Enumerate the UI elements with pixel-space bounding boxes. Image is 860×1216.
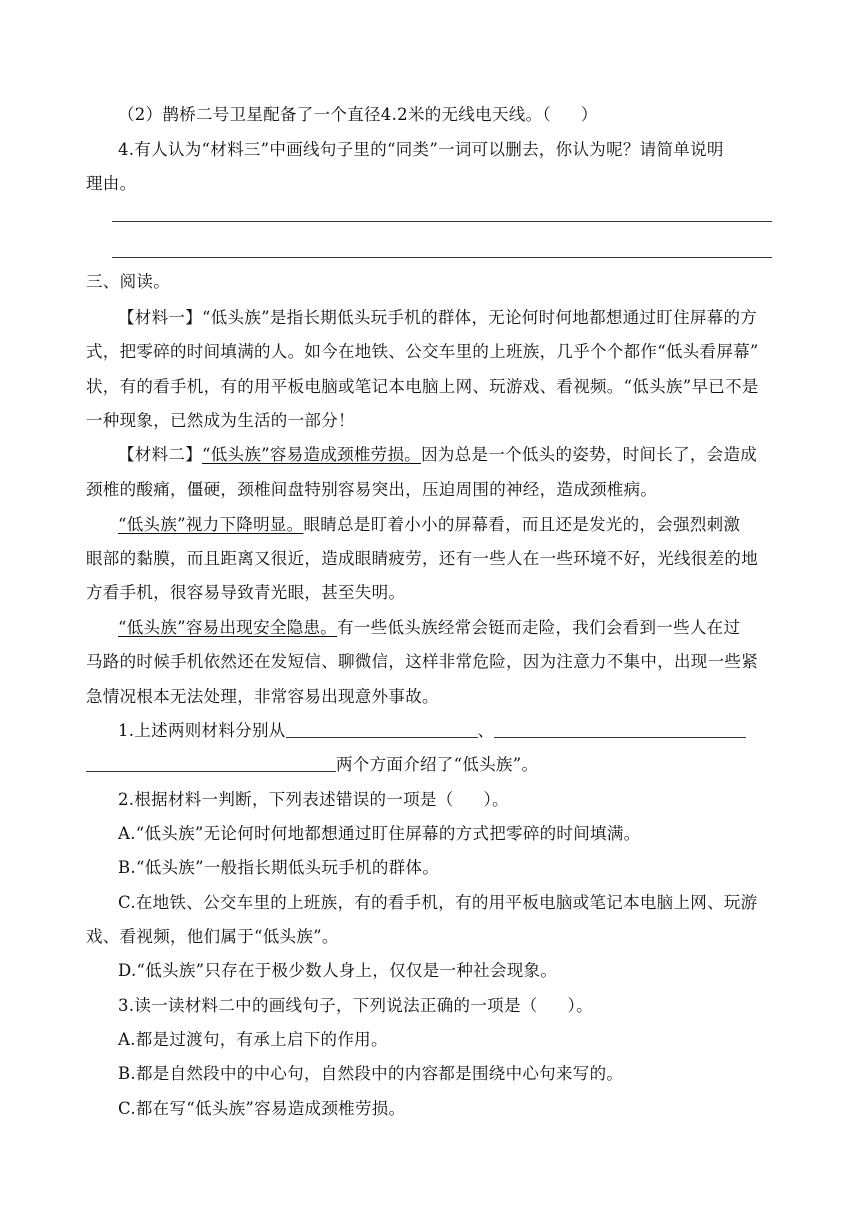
material2-p2-line2: 眼部的黏膜，而且距离又很近，造成眼睛疲劳，还有一些人在一些环境不好，光线很差的地 — [86, 549, 758, 568]
q2-option-a: A.“低头族”无论何时何地都想通过盯住屏幕的方式把零碎的时间填满。 — [118, 824, 641, 843]
answer-line-2[interactable] — [112, 257, 772, 258]
q1-line1: 1.上述两则材料分别从 、 — [118, 720, 776, 742]
material2-p1-line1: 【材料二】“低头族”容易造成颈椎劳损。因为总是一个低头的姿势，时间长了，会造成 — [118, 445, 758, 464]
q4-line1: 4.有人认为“材料三”中画线句子里的“同类”一词可以删去，你认为呢？请简单说明 — [118, 140, 724, 159]
q2-option-c-line2: 戏、看视频，他们属于“低头族”。 — [86, 927, 339, 946]
material1-line3: 状，有的看手机，有的用平板电脑或笔记本电脑上网、玩游戏、看视频。“低头族”早已不是 — [86, 377, 759, 396]
q3-option-c: C.都在写“低头族”容易造成颈椎劳损。 — [118, 1099, 406, 1118]
underlined-sentence-2: “低头族”视力下降明显。 — [118, 515, 304, 534]
q2-stem: 2.根据材料一判断，下列表述错误的一项是（ ）。 — [118, 790, 509, 809]
material2-label: 【材料二】 — [118, 445, 202, 464]
section3-title: 三、阅读。 — [86, 272, 170, 291]
q1-blank-2[interactable] — [494, 721, 746, 738]
q1-blank-2-cont[interactable] — [86, 755, 336, 772]
q1-line2: 两个方面介绍了“低头族”。 — [86, 754, 776, 776]
material2-p2-line3: 方看手机，很容易导致青光眼，甚至失明。 — [86, 583, 406, 602]
answer-line-1[interactable] — [112, 221, 772, 222]
material2-p3-line3: 急情况根本无法处理，非常容易出现意外事故。 — [86, 687, 439, 706]
q2-item2: （2）鹊桥二号卫星配备了一个直径4.2米的无线电天线。（ ） — [118, 105, 598, 124]
underlined-sentence-3: “低头族”容易出现安全隐患。 — [118, 618, 338, 637]
q3-stem: 3.读一读材料二中的画线句子，下列说法正确的一项是（ ）。 — [118, 996, 593, 1015]
q1-blank-1[interactable] — [286, 721, 478, 738]
material1-line4: 一种现象，已然成为生活的一部分！ — [86, 411, 355, 430]
q3-option-a: A.都是过渡句，有承上启下的作用。 — [118, 1030, 388, 1049]
q2-option-c-line1: C.在地铁、公交车里的上班族，有的看手机，有的用平板电脑或笔记本电脑上网、玩游 — [118, 893, 758, 912]
material2-p3-line2: 马路的时候手机依然还在发短信、聊微信，这样非常危险，因为注意力不集中，出现一些紧 — [86, 652, 758, 671]
material1-line1: 【材料一】“低头族”是指长期低头玩手机的群体，无论何时何地都想通过盯住屏幕的方 — [118, 308, 758, 327]
material2-p3-line1: “低头族”容易出现安全隐患。有一些低头族经常会铤而走险，我们会看到一些人在过 — [118, 618, 741, 637]
material2-p1-line2: 颈椎的酸痛，僵硬，颈椎间盘特别容易突出，压迫周围的神经，造成颈椎病。 — [86, 480, 658, 499]
q2-option-d: D.“低头族”只存在于极少数人身上，仅仅是一种社会现象。 — [118, 961, 558, 980]
q3-option-b: B.都是自然段中的中心句，自然段中的内容都是围绕中心句来写的。 — [118, 1064, 624, 1083]
material2-p2-line1: “低头族”视力下降明显。眼睛总是盯着小小的屏幕看，而且还是发光的，会强烈刺激 — [118, 515, 741, 534]
q2-option-b: B.“低头族”一般指长期低头玩手机的群体。 — [118, 858, 440, 877]
underlined-sentence-1: “低头族”容易造成颈椎劳损。 — [202, 445, 422, 464]
material1-line2: 式，把零碎的时间填满的人。如今在地铁、公交车里的上班族，几乎个个都作“低头看屏幕” — [86, 342, 759, 361]
q4-line2: 理由。 — [86, 174, 137, 193]
